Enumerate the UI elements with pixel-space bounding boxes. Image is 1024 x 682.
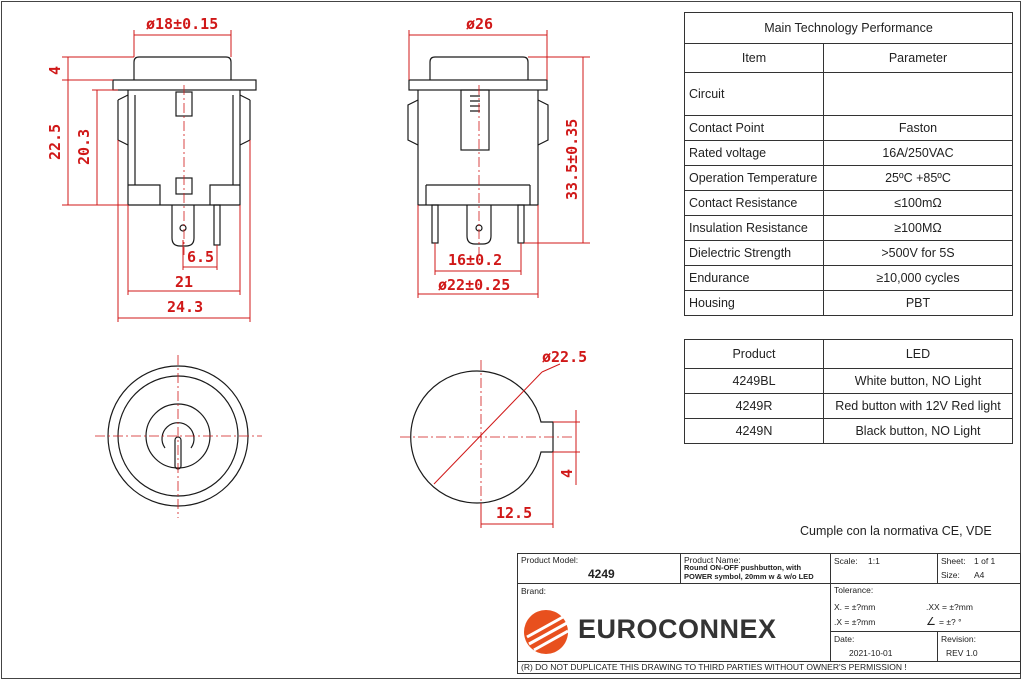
dim-side-overall-height: 33.5±0.35 xyxy=(563,118,581,200)
row-param: >500V for 5S xyxy=(824,241,1013,266)
revision-label: Revision: xyxy=(941,634,976,644)
euroconnex-logo-icon xyxy=(523,609,569,655)
table-row xyxy=(685,241,1013,266)
side-plunger xyxy=(461,90,489,150)
row-item: Rated voltage xyxy=(685,141,824,166)
latch-left xyxy=(118,95,128,145)
row-item: Operation Temperature xyxy=(685,166,824,191)
side-terminal-left xyxy=(432,205,438,243)
side-cap-outline xyxy=(430,57,528,80)
date-value: 2021-10-01 xyxy=(849,648,893,658)
product-model: 4249 xyxy=(588,567,615,581)
product-code: 4249N xyxy=(685,419,824,444)
date-cell xyxy=(831,632,938,662)
product-led: Red button with 12V Red light xyxy=(824,394,1013,419)
dim-cutout-key-height: 4 xyxy=(558,468,576,478)
col-header-product: Product xyxy=(685,340,824,369)
table-row xyxy=(685,73,1013,116)
row-param xyxy=(824,73,1013,116)
col-header-parameter: Parameter xyxy=(824,44,1013,73)
product-name-cell xyxy=(681,554,831,584)
row-item: Contact Resistance xyxy=(685,191,824,216)
row-param: PBT xyxy=(824,291,1013,316)
table-row xyxy=(685,141,1013,166)
size-value: A4 xyxy=(974,570,985,580)
dim-body-inner-height: 20.3 xyxy=(75,128,93,165)
side-view xyxy=(408,15,590,298)
scale-value: 1:1 xyxy=(868,556,880,566)
product-table xyxy=(684,339,1013,444)
row-item: Insulation Resistance xyxy=(685,216,824,241)
row-item: Endurance xyxy=(685,266,824,291)
row-item: Contact Point xyxy=(685,116,824,141)
tolerance-cell xyxy=(831,584,1021,632)
product-code: 4249R xyxy=(685,394,824,419)
sheet-value: 1 of 1 xyxy=(974,556,996,566)
top-view xyxy=(95,355,262,518)
brand-cell xyxy=(518,584,831,662)
table-row xyxy=(685,191,1013,216)
copyright-cell xyxy=(518,662,1021,674)
revision-value: REV 1.0 xyxy=(946,648,978,658)
cap-outline xyxy=(134,57,231,80)
sheet-cell xyxy=(938,554,1021,584)
date-label: Date: xyxy=(834,634,855,644)
product-name: Round ON-OFF pushbutton, with POWER symbol, 20mm w & w/o LED xyxy=(684,563,814,581)
table-row xyxy=(685,116,1013,141)
row-param: 16A/250VAC xyxy=(824,141,1013,166)
title-block xyxy=(517,553,1021,674)
compliance-note: Cumple con la normativa CE, VDE xyxy=(800,524,992,538)
table-row xyxy=(685,419,1013,444)
row-param: ≥10,000 cycles xyxy=(824,266,1013,291)
tol-xx: .XX = ±?mm xyxy=(926,602,973,612)
tol-angle: = ±? ° xyxy=(939,617,962,627)
tech-spec-table xyxy=(684,12,1013,316)
col-header-led: LED xyxy=(824,340,1013,369)
dim-side-cap-dia: ø26 xyxy=(466,15,494,33)
brand-name: EUROCONNEX xyxy=(578,614,777,644)
side-flange-outline xyxy=(409,80,547,90)
row-param: ≥100MΩ xyxy=(824,216,1013,241)
flange-outline xyxy=(113,80,256,90)
tolerance-label: Tolerance: xyxy=(834,585,874,595)
sheet-label: Sheet: xyxy=(941,556,966,566)
tol-x: X. = ±?mm xyxy=(834,602,876,612)
cutout-view xyxy=(400,348,587,528)
table-row xyxy=(685,291,1013,316)
row-param: 25ºC +85ºC xyxy=(824,166,1013,191)
dim-cutout-key-offset: 12.5 xyxy=(496,504,533,522)
side-body-outline xyxy=(418,90,538,205)
dim-cutout-dia: ø22.5 xyxy=(542,348,588,366)
front-view xyxy=(46,15,256,322)
side-terminal-right xyxy=(518,205,524,243)
angle-icon: ∠ xyxy=(926,616,936,628)
table-row xyxy=(685,394,1013,419)
product-model-label: Product Model: xyxy=(521,555,579,565)
row-param: Faston xyxy=(824,116,1013,141)
dim-side-body-dia: ø22±0.25 xyxy=(438,276,511,294)
product-code: 4249BL xyxy=(685,369,824,394)
dim-cap-height: 4 xyxy=(46,65,64,75)
latch-right xyxy=(240,95,250,145)
copyright-notice: (R) DO NOT DUPLICATE THIS DRAWING TO THIRD PARTIES WITHOUT OWNER'S PERMISSION ! xyxy=(521,662,907,672)
table-row xyxy=(685,216,1013,241)
table-row xyxy=(685,266,1013,291)
tol-dx: .X = ±?mm xyxy=(834,617,876,627)
revision-cell xyxy=(938,632,1021,662)
col-header-item: Item xyxy=(685,44,824,73)
dim-terminal-spacing: 6.5 xyxy=(187,248,215,266)
row-param: ≤100mΩ xyxy=(824,191,1013,216)
product-led: White button, NO Light xyxy=(824,369,1013,394)
scale-cell xyxy=(831,554,938,584)
brand-label: Brand: xyxy=(521,586,547,596)
row-item: Dielectric Strength xyxy=(685,241,824,266)
dim-overall-width: 24.3 xyxy=(167,298,204,316)
terminal-right xyxy=(214,205,220,245)
dim-body-height: 22.5 xyxy=(46,123,64,160)
product-model-cell xyxy=(518,554,681,584)
dim-cap-dia: ø18±0.15 xyxy=(146,15,219,33)
scale-label: Scale: xyxy=(834,556,858,566)
tech-table-title: Main Technology Performance xyxy=(685,13,1013,44)
size-label: Size: xyxy=(941,570,960,580)
table-row xyxy=(685,369,1013,394)
row-item: Circuit xyxy=(685,73,824,116)
table-row xyxy=(685,166,1013,191)
row-item: Housing xyxy=(685,291,824,316)
product-name-label: Product Name: xyxy=(684,555,741,565)
product-led: Black button, NO Light xyxy=(824,419,1013,444)
dim-base-width: 21 xyxy=(175,273,194,291)
dim-side-terminal-span: 16±0.2 xyxy=(448,251,503,269)
